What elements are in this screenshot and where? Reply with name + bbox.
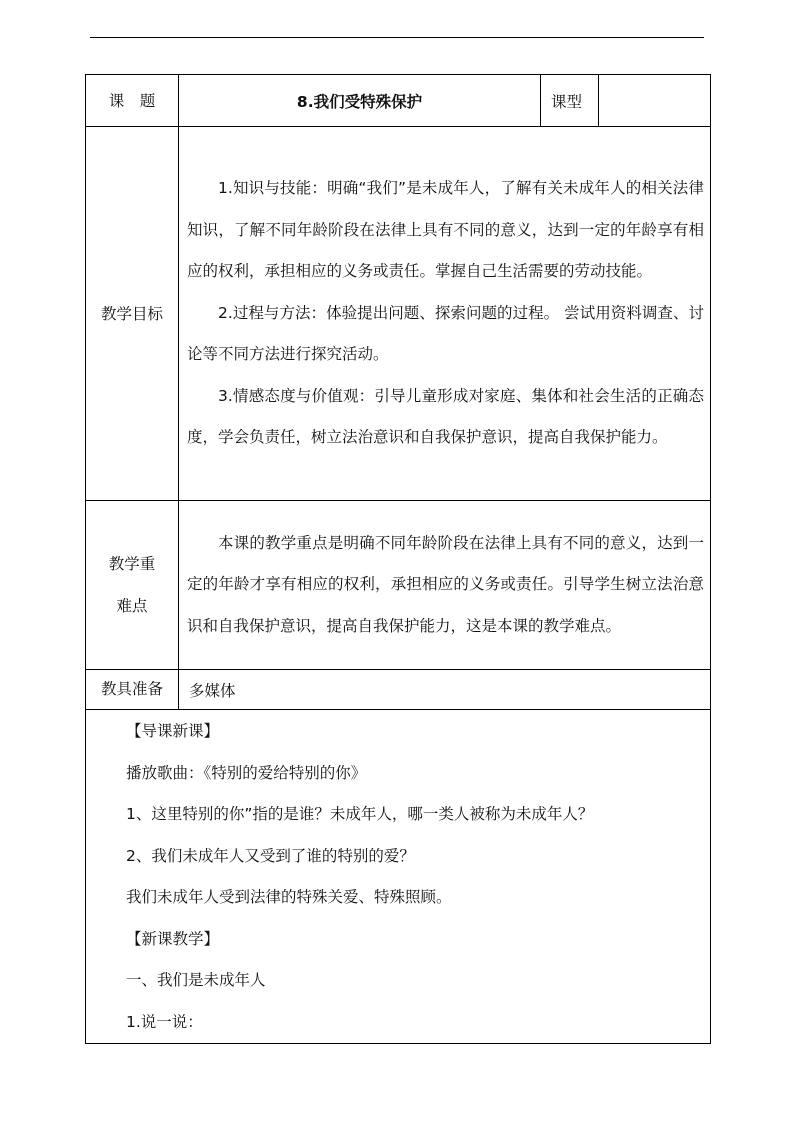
title-label: 课 题 (86, 75, 179, 127)
section-new-lesson-heading: 【新课教学】 (126, 929, 220, 948)
process-line: 播放歌曲：《特别的爱给特别的你》 (126, 763, 367, 782)
process-row (86, 710, 711, 1044)
goal-process: 2.过程与方法：体验提出问题、探索问题的过程。 尝试用资料调查、讨论等不同方法进行探究活动。 (187, 303, 704, 364)
goals-content (179, 127, 711, 501)
focus-label (86, 501, 179, 670)
goal-attitude: 3.情感态度与价值观：引导儿童形成对家庭、集体和社会生活的正确态度，学会负责任，树立法治意识和自我保护意识，提高自我保护能力。 (187, 386, 704, 447)
process-line: 一、我们是未成年人 (126, 971, 266, 989)
type-label: 课型 (541, 75, 599, 127)
tools-row (86, 670, 711, 710)
process-line: 1、这里特别的你”指的是谁？未成年人，哪一类人被称为未成年人？ (126, 805, 594, 823)
process-line: 2、我们未成年人又受到了谁的特别的爱？ (126, 846, 415, 865)
process-line: 1.说一说： (126, 1012, 203, 1031)
goal-knowledge: 1.知识与技能：明确“我们”是未成年人，了解有关未成年人的相关法律知识，了解不同年龄阶段在法律上具有不同的意义，达到一定的年龄享有相应的权利，承担相应的义务或责任。掌握自己生活需要的劳动技能。 (187, 179, 704, 281)
focus-label-line-1: 教学重 (108, 555, 156, 573)
process-line: 我们未成年人受到法律的特殊关爱、特殊照顾。 (126, 888, 452, 906)
type-value (599, 75, 711, 127)
focus-content (179, 501, 711, 670)
lesson-title: 8.我们受特殊保护 (179, 75, 541, 127)
focus-row (86, 501, 711, 670)
tools-label: 教具准备 (86, 670, 179, 710)
lesson-plan-table (85, 74, 711, 1044)
goals-label: 教学目标 (86, 127, 179, 501)
goals-row (86, 127, 711, 501)
focus-label-line-2: 难点 (116, 597, 148, 615)
section-intro-heading: 【导课新课】 (126, 722, 220, 740)
focus-text: 本课的教学重点是明确不同年龄阶段在法律上具有不同的意义，达到一定的年龄才享有相应的权利，承担相应的义务或责任。引导学生树立法治意识和自我保护意识，提高自我保护能力，这是本课的教学难点。 (187, 533, 704, 635)
title-row (86, 75, 711, 127)
tools-value: 多媒体 (179, 670, 711, 710)
process-content (86, 710, 711, 1044)
header-rule (90, 37, 704, 38)
